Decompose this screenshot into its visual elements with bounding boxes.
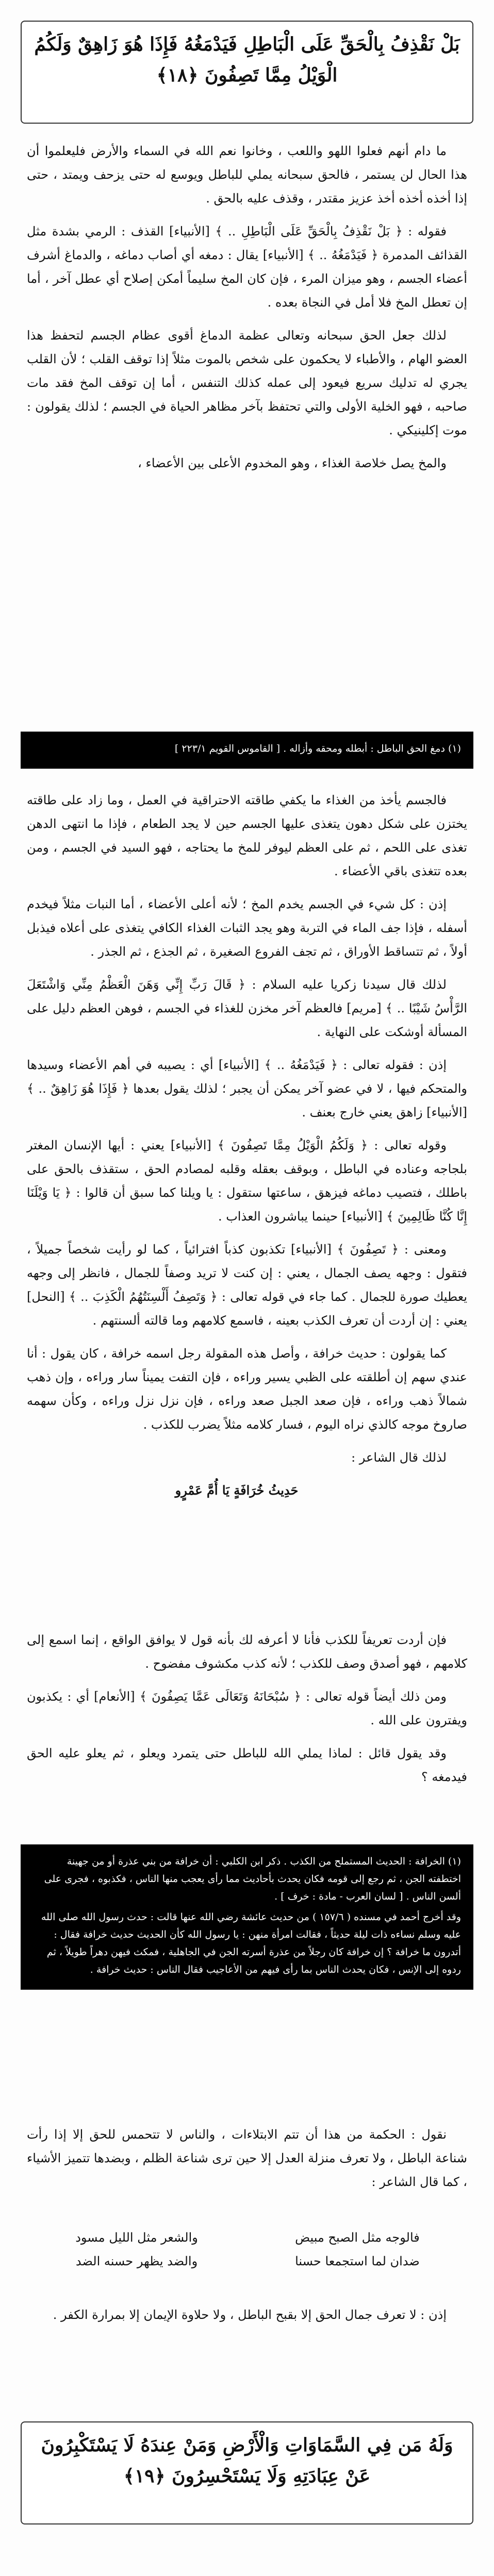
- poem-line: حَدِيثُ خُرَافَةٍ يَا أُمَّ عَمْرٍو: [175, 1483, 299, 1498]
- poem-row: [46, 2249, 448, 2273]
- paragraph: فقوله : ﴿ بَلْ نَقْذِفُ بِالْحَقِّ عَلَى الْبَاطِلِ .. ﴾ [الأنبياء] القذف : الرمي بشدة مثل القذائف المدمرة ﴿ فَيَدْمَغُهُ .. ﴾ [الأنبياء] يقال : دمغه أي أصاب دماغه ، والدماغ أشرف أعضاء الجسم ، وهو ميزان المرء ، فإن كان المخ سليماً أمكن إصلاح أي عطل آخر ، أما إن تعطل المخ فلا أمل في النجاة بعده .: [27, 224, 467, 310]
- paragraph: والمخ يصل خلاصة الغذاء ، وهو المخدوم الأعلى بين الأعضاء ،: [138, 456, 447, 470]
- paragraph: فالجسم يأخذ من الغذاء ما يكفي طاقته الاحتراقية في العمل ، وما زاد على طاقته يختزن على شكل دهون يتغذى عليها الجسم حين لا يجد الطعام ، فإذا ما انتهى الدهن تغذى على اللحم ، ثم على العظم ليوفر للمخ ما يحتاجه ، فهو السيد في الجسم ، ومن بعده تتغذى باقي الأعضاء .: [27, 793, 467, 878]
- paragraph: فإن أردت تعريفاً للكذب فأنا لا أعرفه لك بأنه قول لا يوافق الواقع ، إنما اسمع إلى كلامهم ، فهو أصدق وصف للكذب ؛ لأنه كذب مكشوف مفضوح .: [27, 1633, 467, 1671]
- hemistich: ضدان لما استجمعا حسنا: [295, 2254, 420, 2268]
- footnote-text: وقد أخرج أحمد في مسنده ( ١٥٧/٦ ) من حديث عائشة رضي الله عنها قالت : حدث رسول الله صلى الله عليه وسلم نساءه ذات ليلة حديثاً ، فقالت امرأة منهن : يا رسول الله كأن الحديث حديث خرافة فقال : أتدرون ما خرافة ؟ إن خرافة كان رجلاً من عذرة أسرته الجن في الجاهلية ، فمكث فيهن دهراً طويلاً ، ثم ردوه إلى الإنس ، فكان يحدث الناس بما رأى فيهم من الأعاجيب فقال الناس : حديث خرافة .: [41, 1911, 461, 1975]
- paragraph: ومن ذلك أيضاً قوله تعالى : ﴿ سُبْحَانَهُ وَتَعَالَى عَمَّا يَصِفُونَ ﴾ [الأنعام] أي : يكذبون ويفترون على الله .: [27, 1689, 467, 1727]
- paragraph: لذلك جعل الحق سبحانه وتعالى عظمة الدماغ أقوى عظام الجسم لتحفظ هذا العضو الهام ، والأطباء لا يحكمون على شخص بالموت مثلاً إذا توقف القلب ؛ لأن القلب يجري له تدليك سريع فيعود إلى عمله كذلك التنفس ، أما إن توقف المخ فقد مات صاحبه ، فهو الخلية الأولى والتي تحتفظ بآخر مظاهر الحياة في الجسم ؛ لذلك يقولون : موت إكلينيكي .: [27, 328, 467, 437]
- paragraph: ومعنى : ﴿ تَصِفُونَ ﴾ [الأنبياء] تكذبون كذباً افترائياً ، كما لو رأيت شخصاً جميلاً ، فتقول : وجهه يصف الجمال ، يعني : إن كنت لا تريد وصفاً للجمال ، فانظر إلى وجهه يعطيك صورة للجمال . كما جاء في قوله تعالى : ﴿ وَتَصِفُ أَلْسِنَتُهُمُ الْكَذِبَ .. ﴾ [النحل] يعني : إن أردت أن تعرف الكذب بعينه ، فاسمع كلامهم وما قالته ألسنتهم .: [27, 1242, 467, 1328]
- quran-verse-footer: وَلَهُ مَن فِي السَّمَاوَاتِ وَالْأَرْضِ وَمَنْ عِندَهُ لَا يَسْتَكْبِرُونَ عَنْ عِبَادَتِهِ وَلَا يَسْتَحْسِرُونَ ﴿١٩﴾: [21, 2421, 473, 2524]
- paragraph: كما يقولون : حديث خرافة ، وأصل هذه المقولة رجل اسمه خرافة ، كان يقول : أنا عندي سهم إن أطلقته على الظبي يسير وراءه ، فإن التفت يميناً سار وراءه ، وإن ذهب شمالاً ذهب وراءه ، فإن صعد الجبل صعد وراءه ، فإن نزل نزل وراءه ، وكأن سهمه صاروخ موجه كالذي نراه اليوم ، فسار كلامه مثلاً يضرب للكذب .: [27, 1346, 467, 1432]
- footnote-1: [21, 732, 473, 769]
- hemistich: والشعر مثل الليل مسود: [75, 2230, 198, 2245]
- section-3: [27, 1628, 467, 1798]
- paragraph: إذن : لا تعرف جمال الحق إلا بقبح الباطل ، ولا حلاوة الإيمان إلا بمرارة الكفر .: [53, 2308, 447, 2322]
- section-5: [27, 2303, 467, 2336]
- hemistich: فالوجه مثل الصبح مبيض: [295, 2230, 420, 2245]
- paragraph: إذن : فقوله تعالى : ﴿ فَيَدْمَغُهُ .. ﴾ [الأنبياء] أي : يصيبه في أهم الأعضاء وسيدها والمتحكم فيها ، لا في عضو آخر يمكن أن يجبر ؛ لذلك يقول بعدها ﴿ فَإِذَا هُوَ زَاهِقٌ .. ﴾ [الأنبياء] زاهق يعني خارج بعنف .: [27, 1058, 467, 1120]
- footnote-text: (١) دمغ الحق الباطل : أبطله ومحقه وأزاله . [ القاموس القويم ٢٢٣/١ ]: [174, 743, 461, 754]
- quran-verse-header: بَلْ نَقْذِفُ بِالْحَقِّ عَلَى الْبَاطِلِ فَيَدْمَغُهُ فَإِذَا هُوَ زَاهِقٌ وَلَكُمُ الْوَيْلُ مِمَّا تَصِفُونَ ﴿١٨﴾: [21, 21, 473, 124]
- paragraph: وقوله تعالى : ﴿ وَلَكُمُ الْوَيْلُ مِمَّا تَصِفُونَ ﴾ [الأنبياء] يعني : أيها الإنسان المغتر بلجاجه وعناده في الباطل ، وبوقف بعقله وقلبه لمصادم الحق ، ستقذف بالحق على باطلك ، فتصيب دماغه فيزهق ، ساعتها ستقول : يا ويلنا كما سبق أن قالوا : ﴿ يَا وَيْلَنَا إِنَّا كُنَّا ظَالِمِينَ ﴾ [الأنبياء] حينما يباشرون العذاب .: [27, 1138, 467, 1224]
- footnote-2: [21, 1844, 473, 1990]
- paragraph: لذلك قال الشاعر :: [351, 1450, 447, 1465]
- paragraph: وقد يقول قائل : لماذا يملي الله للباطل حتى يتمرد ويعلو ، ثم يعلو عليه الحق فيدمغه ؟: [27, 1746, 467, 1784]
- paragraph: نقول : الحكمة من هذا أن تتم الابتلاءات ، والناس لا تتحمس للحق إلا إذا رأت شناعة الباطل ، ولا تعرف منزلة العدل إلا حين ترى شناعة الظلم ، وبضدها تتميز الأشياء ، كما قال الشاعر :: [27, 2127, 467, 2189]
- section-1: [27, 139, 467, 484]
- paragraph: ما دام أنهم فعلوا اللهو واللعب ، وخانوا نعم الله في السماء والأرض فليعلموا أن هذا الحال لن يستمر ، فالحق سبحانه يملي للباطل ويوسع له حتى يزحف ويمتد ، حتى إذا أخذه أخذه أخذ عزيز مقتدر ، وقذف عليه بالحق .: [27, 144, 467, 206]
- section-4: [27, 2123, 467, 2203]
- footnote-text: (١) الخرافة : الحديث المستملح من الكذب . ذكر ابن الكلبي : أن خرافة من بني عذرة أو من جهينة اختطفته الجن ، ثم رجع إلى قومه فكان يحدث بأحاديث مما رأى يعجب منها الناس ، فكذبوه ، فجرى على ألسن الناس . [ لسان العرب - مادة : خرف ] .: [44, 1856, 461, 1902]
- section-2: [27, 788, 467, 1512]
- poem-verses: [46, 2226, 448, 2273]
- paragraph: لذلك قال سيدنا زكريا عليه السلام : ﴿ قَالَ رَبِّ إِنِّي وَهَنَ الْعَظْمُ مِنِّي وَاشْتَعَلَ الرَّأْسُ شَيْبًا .. ﴾ [مريم] فالعظم آخر مخزن للغذاء في الجسم ، فوهن العظم دليل على المسألة أوشكت على النهاية .: [27, 977, 467, 1039]
- poem-row: [46, 2226, 448, 2249]
- hemistich: والضد يظهر حسنه الضد: [75, 2254, 198, 2268]
- paragraph: إذن : كل شيء في الجسم يخدم المخ ؛ لأنه أعلى الأعضاء ، أما النبات مثلاً فيخدم أسفله ، فإذا جف الماء في التربة وهو يجد الثبات الغذاء الكافي يتغذى على أعلاه فيذبل أولاً ، ثم تتساقط الأوراق ، ثم تجف الفروع الصغيرة ، ثم الجذع ، ثم الجذر .: [27, 897, 467, 959]
